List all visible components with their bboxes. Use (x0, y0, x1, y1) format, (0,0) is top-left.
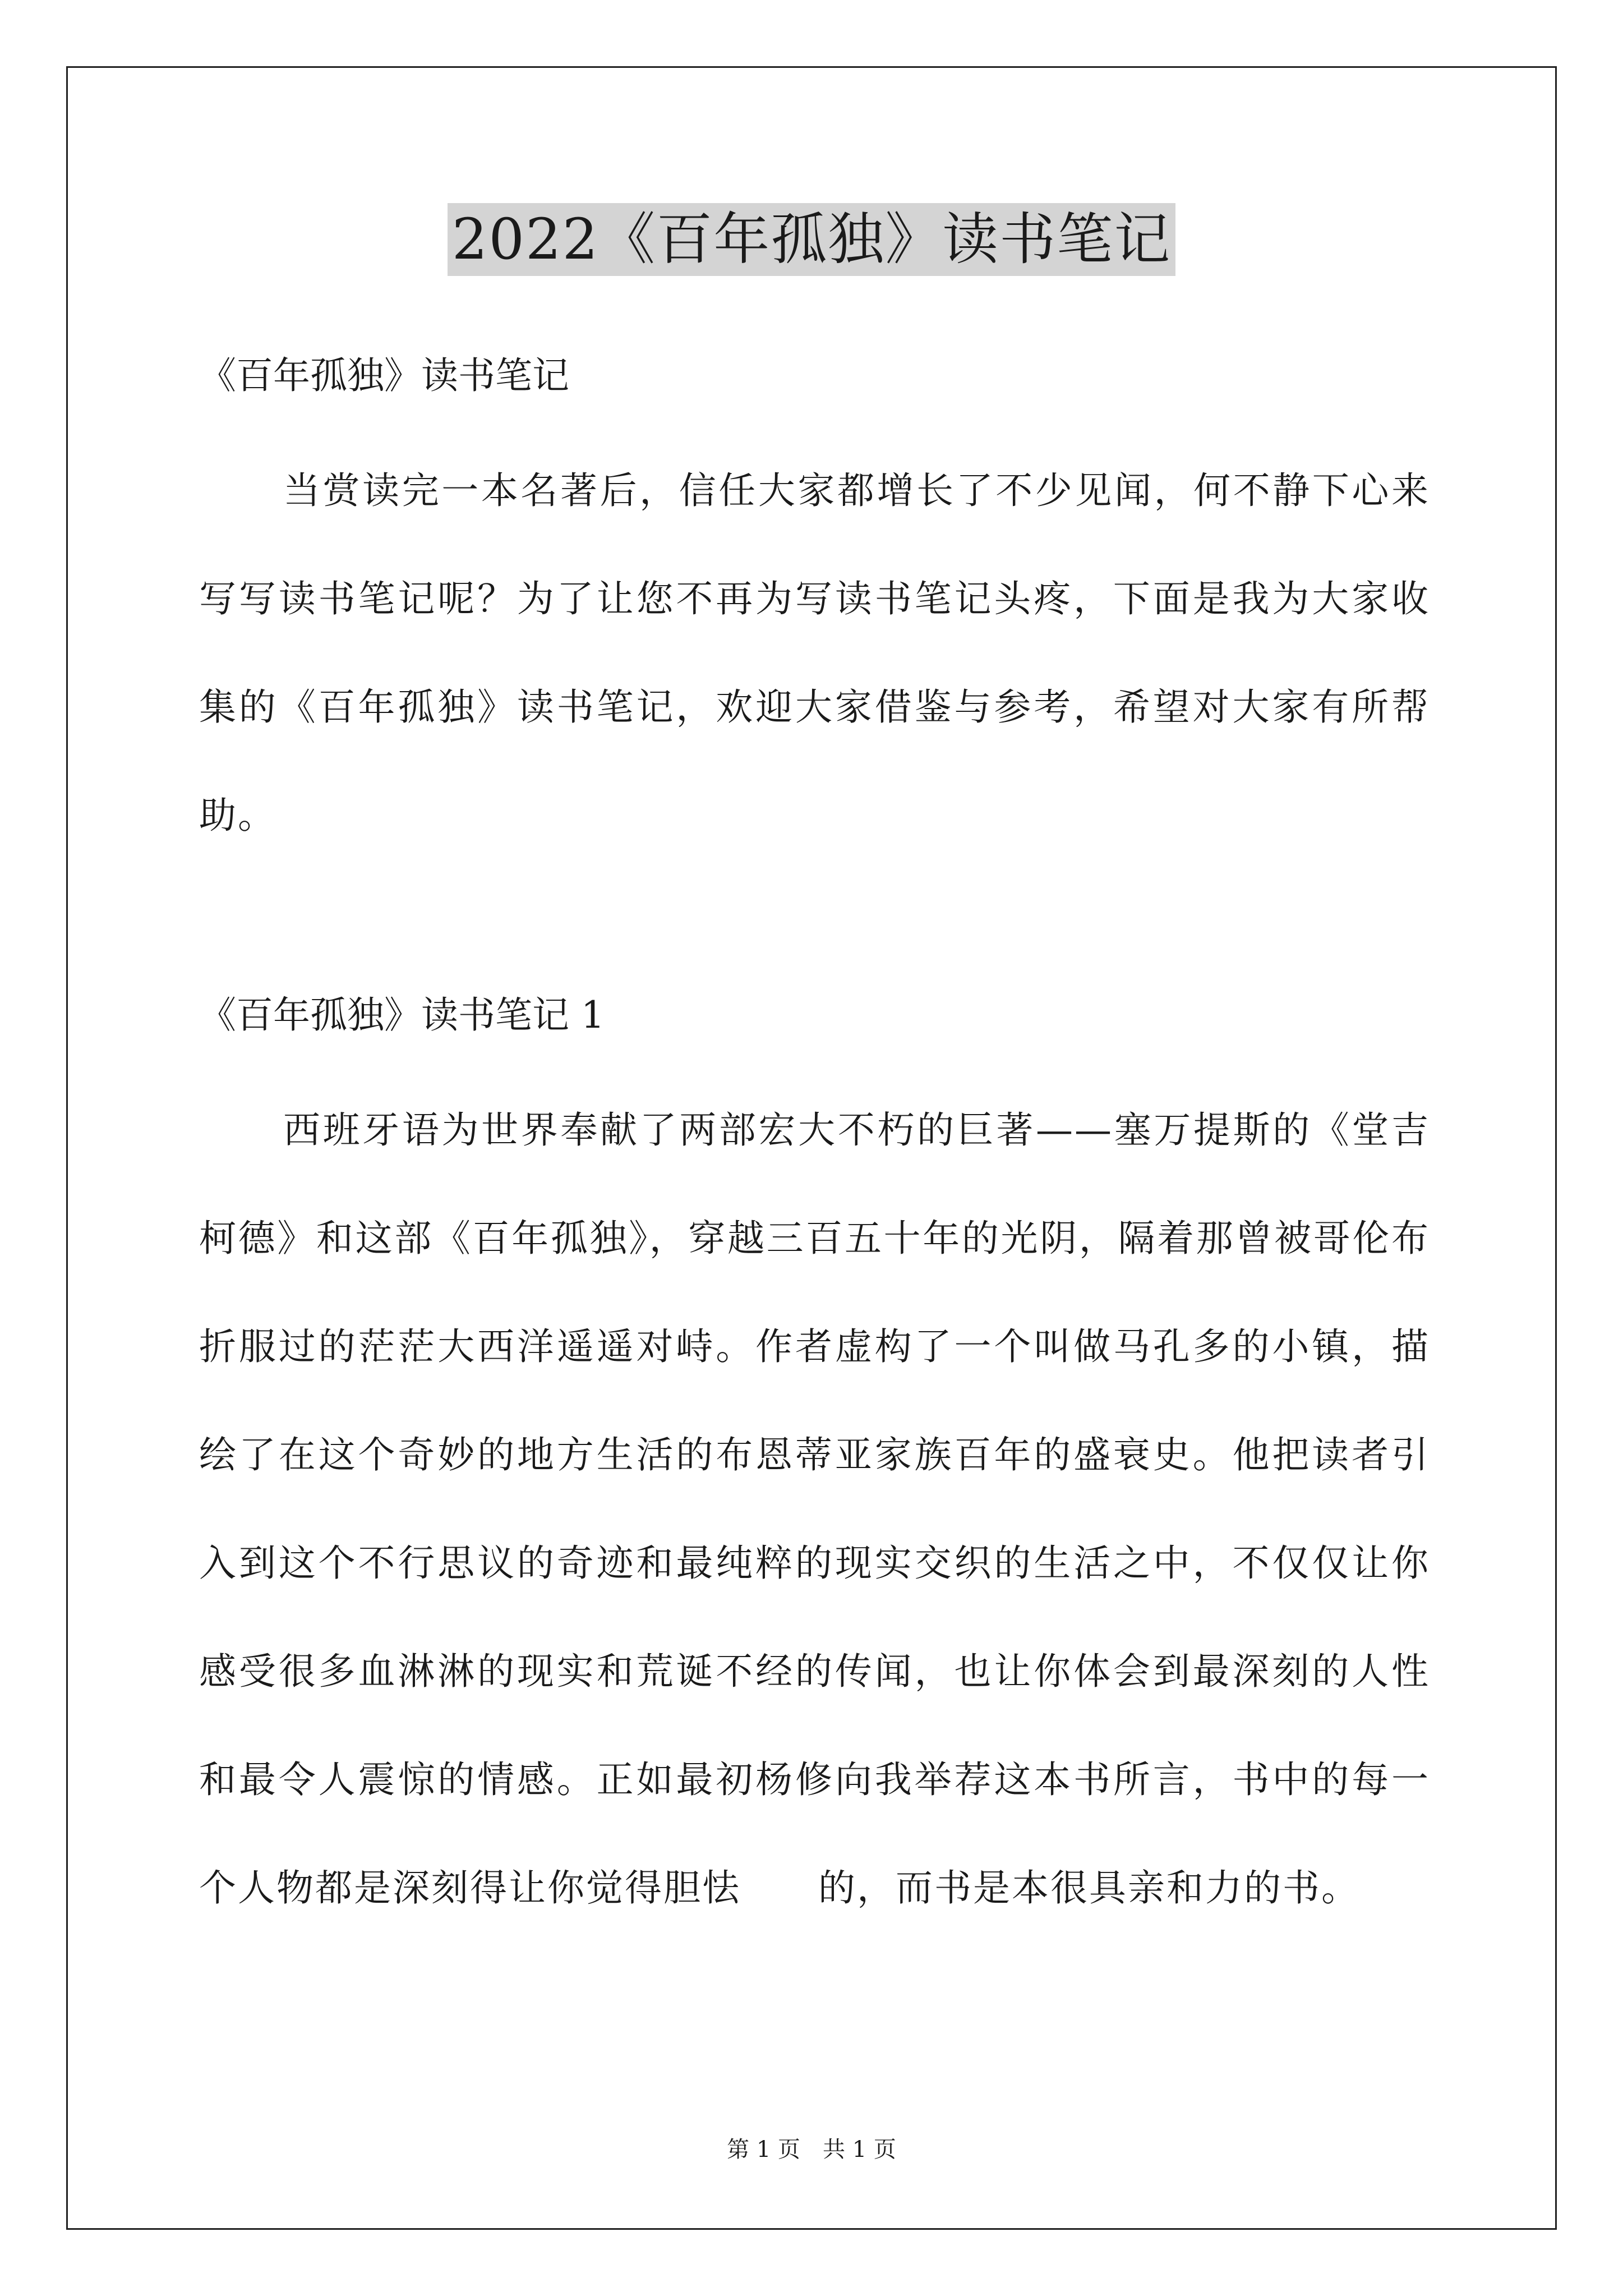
intro-paragraph: 当赏读完一本名著后，信任大家都增长了不少见闻，何不静下心来写写读书笔记呢？为了让您不再为写读书笔记头疼，下面是我为大家收集的《百年孤独》读书笔记，欢迎大家借鉴与参考，希望对大家有所帮助。 (199, 469, 1430, 837)
intro-heading: 《百年孤独》读书笔记 (199, 354, 569, 397)
document-title: 2022《百年孤独》读书笔记 (448, 203, 1176, 276)
title-container (0, 203, 1623, 276)
section1-paragraph: 西班牙语为世界奉献了两部宏大不朽的巨著——塞万提斯的《堂吉柯德》和这部《百年孤独》，穿越三百五十年的光阴，隔着那曾被哥伦布折服过的茫茫大西洋遥遥对峙。作者虚构了一个叫做马孔多的小镇，描绘了在这个奇妙的地方生活的布恩蒂亚家族百年的盛衰史。他把读者引入到这个不行思议的奇迹和最纯粹的现实交织的生活之中，不仅仅让你感受很多血淋淋的现实和荒诞不经的传闻，也让你体会到最深刻的人性和最令人震惊的情感。正如最初杨修向我举荐这本书所言，书中的每一个人物都是深刻得让你觉得胆怯 的，而书是本很具亲和力的书。 (199, 1108, 1430, 1910)
section1-heading: 《百年孤独》读书笔记 1 (199, 993, 605, 1037)
page-footer: 第 1 页 共 1 页 (727, 2137, 896, 2162)
